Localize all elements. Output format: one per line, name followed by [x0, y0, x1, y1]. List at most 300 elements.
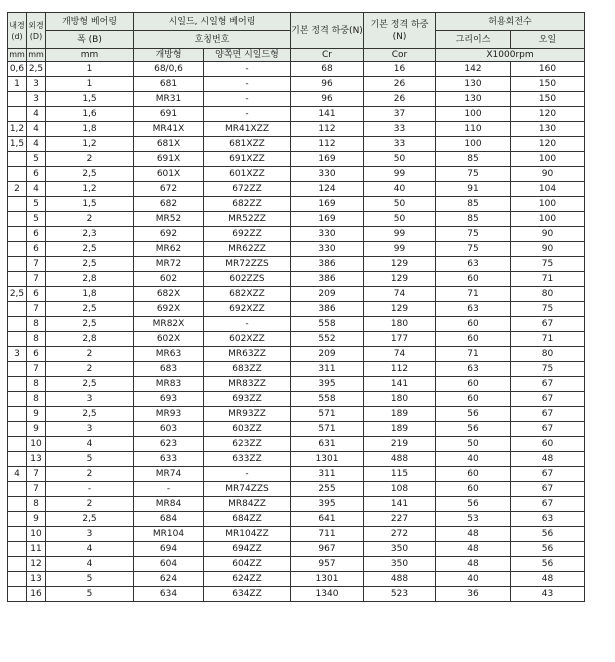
width-cell: 3	[46, 527, 134, 542]
oil-speed-cell: 104	[511, 182, 585, 197]
oil-speed-cell: 80	[511, 287, 585, 302]
shield-designation-cell: MR52ZZ	[204, 212, 291, 227]
cr-cell: 311	[291, 467, 364, 482]
cr-cell: 395	[291, 377, 364, 392]
open-designation-cell: MR62	[134, 242, 204, 257]
grease-speed-cell: 63	[436, 362, 511, 377]
cor-cell: 26	[364, 92, 436, 107]
shield-designation-cell: MR84ZZ	[204, 497, 291, 512]
cor-cell: 272	[364, 527, 436, 542]
outer-diameter-cell: 6	[27, 242, 46, 257]
grease-speed-cell: 40	[436, 452, 511, 467]
width-cell: 2,5	[46, 167, 134, 182]
outer-diameter-cell: 8	[27, 392, 46, 407]
open-designation-cell: 602X	[134, 332, 204, 347]
cor-cell: 219	[364, 437, 436, 452]
oil-speed-cell: 67	[511, 422, 585, 437]
open-designation-cell: 681X	[134, 137, 204, 152]
inner-diameter-cell	[8, 392, 27, 407]
open-designation-cell: MR104	[134, 527, 204, 542]
shield-designation-cell: 684ZZ	[204, 512, 291, 527]
table-row	[8, 377, 585, 392]
inner-diameter-cell: 0,6	[8, 62, 27, 77]
oil-speed-cell: 67	[511, 497, 585, 512]
cor-cell: 50	[364, 197, 436, 212]
outer-diameter-cell: 6	[27, 227, 46, 242]
width-cell: 2,3	[46, 227, 134, 242]
open-bearing-header: 개방형 베어링	[46, 13, 134, 31]
oil-speed-cell: 90	[511, 227, 585, 242]
unit-mm-inner: mm	[9, 50, 25, 59]
cor-header: Cor	[364, 49, 436, 62]
outer-diameter-cell: 8	[27, 497, 46, 512]
cr-cell: 641	[291, 512, 364, 527]
oil-speed-cell: 67	[511, 317, 585, 332]
open-designation-cell: 682	[134, 197, 204, 212]
grease-speed-cell: 100	[436, 137, 511, 152]
table-header	[8, 13, 585, 62]
table-row	[8, 332, 585, 347]
cor-cell: 40	[364, 182, 436, 197]
cor-cell: 129	[364, 272, 436, 287]
outer-diameter-cell: 3	[27, 77, 46, 92]
width-cell: 5	[46, 587, 134, 602]
outer-diameter-cell: 7	[27, 482, 46, 497]
oil-speed-cell: 100	[511, 152, 585, 167]
cor-cell: 16	[364, 62, 436, 77]
inner-diameter-header: 내경(d)	[8, 13, 27, 49]
width-cell: 2,5	[46, 257, 134, 272]
shield-designation-cell: 623ZZ	[204, 437, 291, 452]
cr-cell: 957	[291, 557, 364, 572]
oil-speed-cell: 67	[511, 482, 585, 497]
spec-table-container	[7, 12, 585, 602]
shield-designation-cell: 672ZZ	[204, 182, 291, 197]
table-row	[8, 587, 585, 602]
grease-speed-cell: 56	[436, 422, 511, 437]
inner-diameter-cell	[8, 152, 27, 167]
cor-cell: 129	[364, 302, 436, 317]
table-row	[8, 422, 585, 437]
grease-speed-cell: 63	[436, 302, 511, 317]
cor-cell: 50	[364, 212, 436, 227]
cor-cell: 180	[364, 317, 436, 332]
inner-diameter-cell	[8, 227, 27, 242]
inner-diameter-cell	[8, 377, 27, 392]
grease-speed-cell: 85	[436, 212, 511, 227]
inner-diameter-cell	[8, 362, 27, 377]
width-cell: 5	[46, 572, 134, 587]
open-designation-cell: MR31	[134, 92, 204, 107]
inner-diameter-cell	[8, 422, 27, 437]
inner-diameter-cell	[8, 482, 27, 497]
shield-designation-cell: -	[204, 62, 291, 77]
shield-designation-cell: -	[204, 317, 291, 332]
inner-diameter-cell	[8, 437, 27, 452]
table-row	[8, 242, 585, 257]
oil-speed-cell: 100	[511, 212, 585, 227]
oil-speed-cell: 100	[511, 197, 585, 212]
oil-speed-cell: 75	[511, 362, 585, 377]
width-cell: 2	[46, 362, 134, 377]
inner-diameter-cell: 2,5	[8, 287, 27, 302]
shield-designation-cell: 603ZZ	[204, 422, 291, 437]
oil-speed-cell: 90	[511, 242, 585, 257]
cr-cell: 96	[291, 77, 364, 92]
outer-diameter-cell: 6	[27, 287, 46, 302]
open-designation-cell: MR93	[134, 407, 204, 422]
grease-speed-cell: 63	[436, 257, 511, 272]
grease-speed-cell: 100	[436, 107, 511, 122]
cr-cell: 68	[291, 62, 364, 77]
open-designation-cell: 682X	[134, 287, 204, 302]
oil-speed-cell: 43	[511, 587, 585, 602]
oil-speed-cell: 75	[511, 302, 585, 317]
open-designation-cell: MR82X	[134, 317, 204, 332]
basic-static-load-header: 기본 정격 하중 (N)	[364, 13, 436, 49]
grease-speed-cell: 60	[436, 332, 511, 347]
table-row	[8, 302, 585, 317]
table-row	[8, 122, 585, 137]
outer-diameter-cell: 4	[27, 182, 46, 197]
outer-diameter-cell: 9	[27, 407, 46, 422]
speed-unit-header: X1000rpm	[436, 49, 585, 62]
width-cell: 1,2	[46, 137, 134, 152]
shield-designation-cell: MR41XZZ	[204, 122, 291, 137]
cor-cell: 26	[364, 77, 436, 92]
table-row	[8, 317, 585, 332]
cor-cell: 488	[364, 452, 436, 467]
grease-speed-cell: 75	[436, 242, 511, 257]
inner-diameter-cell: 4	[8, 467, 27, 482]
table-row	[8, 437, 585, 452]
cr-cell: 311	[291, 362, 364, 377]
open-designation-cell: 68/0,6	[134, 62, 204, 77]
grease-speed-cell: 110	[436, 122, 511, 137]
oil-speed-cell: 67	[511, 392, 585, 407]
width-cell: 1,8	[46, 122, 134, 137]
grease-speed-cell: 60	[436, 392, 511, 407]
table-row	[8, 137, 585, 152]
outer-diameter-cell: 7	[27, 362, 46, 377]
open-designation-cell: MR84	[134, 497, 204, 512]
width-cell: 2,8	[46, 272, 134, 287]
table-row	[8, 497, 585, 512]
outer-diameter-cell: 4	[27, 137, 46, 152]
open-designation-cell: MR74	[134, 467, 204, 482]
table-row	[8, 167, 585, 182]
table-row	[8, 512, 585, 527]
grease-speed-cell: 48	[436, 557, 511, 572]
table-row	[8, 92, 585, 107]
cor-cell: 74	[364, 347, 436, 362]
cor-cell: 227	[364, 512, 436, 527]
inner-diameter-cell	[8, 512, 27, 527]
double-shield-header: 양쪽면 시일드형	[204, 49, 291, 62]
width-cell: 2,5	[46, 242, 134, 257]
shield-designation-cell: 692ZZ	[204, 227, 291, 242]
grease-speed-cell: 85	[436, 152, 511, 167]
cr-cell: 169	[291, 212, 364, 227]
bearing-spec-table	[7, 12, 585, 602]
designation-header: 호칭번호	[134, 31, 291, 49]
grease-speed-cell: 130	[436, 77, 511, 92]
cr-cell: 631	[291, 437, 364, 452]
outer-diameter-cell: 5	[27, 152, 46, 167]
shield-designation-cell: MR63ZZ	[204, 347, 291, 362]
open-designation-cell: 693	[134, 392, 204, 407]
cor-cell: 189	[364, 407, 436, 422]
open-designation-cell: 604	[134, 557, 204, 572]
cor-cell: 523	[364, 587, 436, 602]
table-body	[8, 62, 585, 602]
table-row	[8, 392, 585, 407]
table-row	[8, 182, 585, 197]
cr-cell: 552	[291, 332, 364, 347]
grease-speed-cell: 48	[436, 542, 511, 557]
open-designation-cell: MR52	[134, 212, 204, 227]
inner-diameter-cell	[8, 542, 27, 557]
width-cell: 2	[46, 152, 134, 167]
oil-speed-cell: 75	[511, 257, 585, 272]
outer-diameter-cell: 4	[27, 122, 46, 137]
width-cell: 2	[46, 467, 134, 482]
cr-cell: 169	[291, 152, 364, 167]
outer-diameter-cell: 16	[27, 587, 46, 602]
inner-diameter-cell	[8, 557, 27, 572]
width-cell: 4	[46, 437, 134, 452]
table-row	[8, 572, 585, 587]
width-cell: 1	[46, 62, 134, 77]
outer-diameter-cell: 8	[27, 317, 46, 332]
table-row	[8, 152, 585, 167]
shield-designation-cell: 634ZZ	[204, 587, 291, 602]
cor-cell: 180	[364, 392, 436, 407]
inner-diameter-cell	[8, 212, 27, 227]
shield-designation-cell: 694ZZ	[204, 542, 291, 557]
open-designation-cell: 692X	[134, 302, 204, 317]
table-row	[8, 62, 585, 77]
outer-diameter-cell: 2,5	[27, 62, 46, 77]
shield-designation-cell: 601XZZ	[204, 167, 291, 182]
oil-speed-cell: 150	[511, 92, 585, 107]
oil-speed-cell: 160	[511, 62, 585, 77]
cr-cell: 112	[291, 137, 364, 152]
oil-speed-cell: 71	[511, 332, 585, 347]
cor-cell: 74	[364, 287, 436, 302]
grease-speed-cell: 60	[436, 272, 511, 287]
width-cell: 4	[46, 542, 134, 557]
table-row	[8, 542, 585, 557]
open-designation-cell: 601X	[134, 167, 204, 182]
inner-diameter-cell	[8, 587, 27, 602]
inner-diameter-cell: 1,2	[8, 122, 27, 137]
cor-cell: 350	[364, 542, 436, 557]
outer-diameter-cell: 6	[27, 347, 46, 362]
cr-cell: 209	[291, 287, 364, 302]
open-designation-cell: 694	[134, 542, 204, 557]
oil-speed-cell: 71	[511, 272, 585, 287]
shield-designation-cell: MR62ZZ	[204, 242, 291, 257]
cor-cell: 50	[364, 152, 436, 167]
outer-diameter-cell: 12	[27, 557, 46, 572]
outer-diameter-cell: 10	[27, 437, 46, 452]
inner-diameter-cell	[8, 242, 27, 257]
cr-cell: 558	[291, 317, 364, 332]
oil-speed-cell: 90	[511, 167, 585, 182]
grease-speed-cell: 36	[436, 587, 511, 602]
oil-header: 오일	[511, 31, 585, 49]
width-cell: 1,5	[46, 92, 134, 107]
cr-cell: 330	[291, 167, 364, 182]
grease-header: 그리이스	[436, 31, 511, 49]
oil-speed-cell: 56	[511, 527, 585, 542]
shield-designation-cell: 602XZZ	[204, 332, 291, 347]
shield-designation-cell: 633ZZ	[204, 452, 291, 467]
cr-cell: 141	[291, 107, 364, 122]
cor-cell: 99	[364, 227, 436, 242]
open-designation-cell: 633	[134, 452, 204, 467]
inner-diameter-cell: 1,5	[8, 137, 27, 152]
width-cell: 2,5	[46, 317, 134, 332]
shield-designation-cell: -	[204, 467, 291, 482]
shield-designation-cell: -	[204, 92, 291, 107]
shield-designation-cell: MR83ZZ	[204, 377, 291, 392]
width-cell: 2,5	[46, 377, 134, 392]
width-cell: 2,5	[46, 512, 134, 527]
width-cell: 4	[46, 557, 134, 572]
cor-cell: 488	[364, 572, 436, 587]
open-designation-cell: 681	[134, 77, 204, 92]
outer-diameter-cell: 13	[27, 572, 46, 587]
outer-diameter-header: 외경(D)	[27, 13, 46, 49]
cor-cell: 177	[364, 332, 436, 347]
grease-speed-cell: 48	[436, 527, 511, 542]
cr-cell: 255	[291, 482, 364, 497]
inner-diameter-cell	[8, 167, 27, 182]
cor-cell: 108	[364, 482, 436, 497]
oil-speed-cell: 60	[511, 437, 585, 452]
outer-diameter-cell: 7	[27, 467, 46, 482]
width-cell: 2,8	[46, 332, 134, 347]
table-row	[8, 107, 585, 122]
oil-speed-cell: 56	[511, 542, 585, 557]
inner-diameter-cell: 1	[8, 77, 27, 92]
oil-speed-cell: 120	[511, 107, 585, 122]
cr-cell: 1340	[291, 587, 364, 602]
cr-cell: 395	[291, 497, 364, 512]
outer-diameter-cell: 10	[27, 527, 46, 542]
cr-cell: 711	[291, 527, 364, 542]
inner-diameter-cell: 2	[8, 182, 27, 197]
outer-diameter-cell: 9	[27, 422, 46, 437]
grease-speed-cell: 50	[436, 437, 511, 452]
table-row	[8, 347, 585, 362]
open-designation-cell: 623	[134, 437, 204, 452]
width-cell: 3	[46, 422, 134, 437]
outer-diameter-cell: 8	[27, 332, 46, 347]
cr-cell: 112	[291, 122, 364, 137]
oil-speed-cell: 120	[511, 137, 585, 152]
open-designation-cell: MR41X	[134, 122, 204, 137]
inner-diameter-cell: 3	[8, 347, 27, 362]
cor-cell: 141	[364, 377, 436, 392]
width-cell: 1,2	[46, 182, 134, 197]
width-cell: 1,6	[46, 107, 134, 122]
open-designation-cell: 634	[134, 587, 204, 602]
width-cell: 2	[46, 497, 134, 512]
shield-designation-cell: MR93ZZ	[204, 407, 291, 422]
grease-speed-cell: 71	[436, 287, 511, 302]
oil-speed-cell: 48	[511, 572, 585, 587]
outer-diameter-cell: 7	[27, 257, 46, 272]
unit-mm-diameters	[8, 49, 46, 62]
shield-designation-cell: 682ZZ	[204, 197, 291, 212]
cr-cell: 386	[291, 272, 364, 287]
width-cell: 3	[46, 392, 134, 407]
outer-diameter-cell: 6	[27, 167, 46, 182]
width-cell: 2,5	[46, 302, 134, 317]
grease-speed-cell: 60	[436, 317, 511, 332]
shield-designation-cell: 683ZZ	[204, 362, 291, 377]
unit-mm-width: mm	[46, 49, 134, 62]
inner-diameter-cell	[8, 317, 27, 332]
inner-diameter-cell	[8, 272, 27, 287]
grease-speed-cell: 85	[436, 197, 511, 212]
cr-cell: 571	[291, 407, 364, 422]
cor-cell: 112	[364, 362, 436, 377]
oil-speed-cell: 56	[511, 557, 585, 572]
grease-speed-cell: 56	[436, 497, 511, 512]
cr-cell: 96	[291, 92, 364, 107]
oil-speed-cell: 67	[511, 377, 585, 392]
width-cell: 5	[46, 452, 134, 467]
grease-speed-cell: 60	[436, 467, 511, 482]
cr-cell: 124	[291, 182, 364, 197]
open-designation-cell: 603	[134, 422, 204, 437]
width-cell: 1,8	[46, 287, 134, 302]
cor-cell: 115	[364, 467, 436, 482]
cor-cell: 99	[364, 242, 436, 257]
cor-cell: 37	[364, 107, 436, 122]
open-designation-cell: MR63	[134, 347, 204, 362]
inner-diameter-cell	[8, 572, 27, 587]
inner-diameter-cell	[8, 497, 27, 512]
width-cell: 2	[46, 347, 134, 362]
outer-diameter-cell: 7	[27, 302, 46, 317]
inner-diameter-cell	[8, 302, 27, 317]
grease-speed-cell: 142	[436, 62, 511, 77]
grease-speed-cell: 53	[436, 512, 511, 527]
width-cell: 1,5	[46, 197, 134, 212]
shield-designation-cell: -	[204, 77, 291, 92]
shield-designation-cell: 693ZZ	[204, 392, 291, 407]
table-row	[8, 77, 585, 92]
table-row	[8, 287, 585, 302]
open-designation-cell: 684	[134, 512, 204, 527]
cor-cell: 189	[364, 422, 436, 437]
outer-diameter-cell: 5	[27, 197, 46, 212]
shield-designation-cell: 624ZZ	[204, 572, 291, 587]
grease-speed-cell: 60	[436, 377, 511, 392]
cr-cell: 386	[291, 257, 364, 272]
table-row	[8, 197, 585, 212]
cor-cell: 33	[364, 122, 436, 137]
shield-designation-cell: 692XZZ	[204, 302, 291, 317]
grease-speed-cell: 75	[436, 227, 511, 242]
width-cell: 1	[46, 77, 134, 92]
width-cell: -	[46, 482, 134, 497]
